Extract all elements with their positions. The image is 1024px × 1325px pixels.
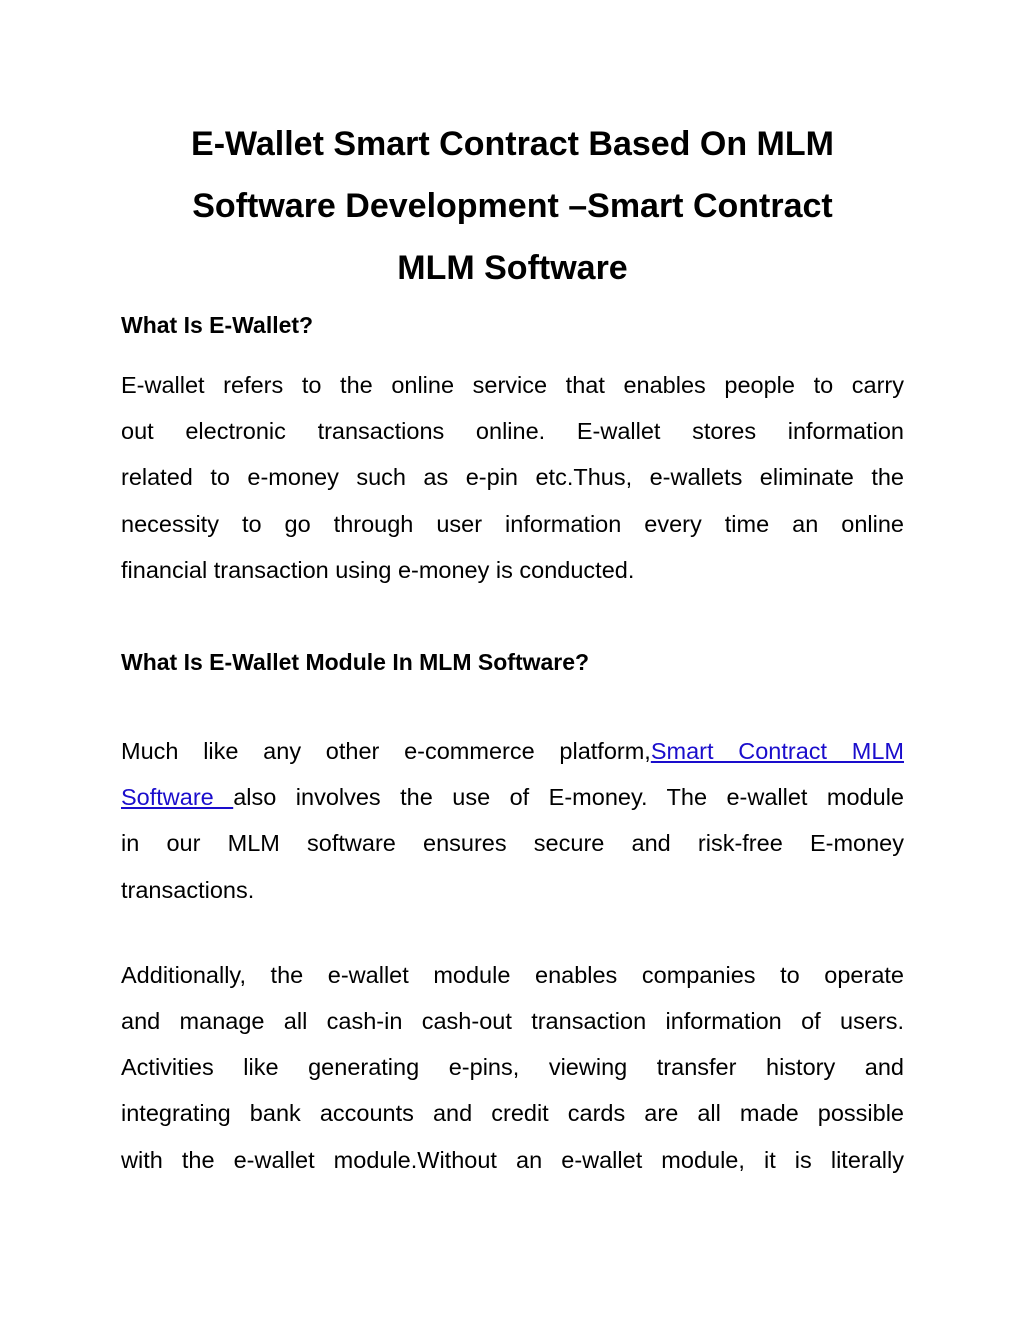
title-line-3: MLM Software [397, 249, 628, 287]
paragraph-line: Activities like generating e-pins, viewing transfer history and [121, 1054, 904, 1081]
paragraph-line: transactions. [121, 876, 255, 903]
paragraph-line [121, 774, 904, 820]
smart-contract-mlm-software-link-continued[interactable]: Software [121, 784, 234, 811]
paragraph-line: integrating bank accounts and credit cards are all made possible [121, 1100, 904, 1127]
paragraph-line: in our MLM software ensures secure and risk-free E-money [121, 830, 904, 857]
smart-contract-mlm-software-link[interactable]: Smart Contract MLM [650, 738, 904, 765]
paragraph-e-wallet-definition [121, 362, 904, 593]
paragraph-line: Additionally, the e-wallet module enables companies to operate [121, 961, 904, 988]
paragraph-line: and manage all cash-in cash-out transaction information of users. [121, 1008, 904, 1035]
paragraph-line: E-wallet refers to the online service that enables people to carry [121, 372, 904, 398]
paragraph-e-wallet-module-benefits [121, 952, 904, 1183]
section-heading-what-is-e-wallet: What Is E-Wallet? [121, 312, 314, 338]
document-page [121, 0, 904, 1183]
paragraph-line: financial transaction using e-money is conducted. [121, 556, 635, 583]
paragraph-line [121, 728, 904, 774]
document-title [121, 0, 904, 299]
paragraph-line: out electronic transactions online. E-wallet stores information [121, 418, 904, 445]
paragraph-line: necessity to go through user information every time an online [121, 510, 904, 537]
title-line-2: Software Development –Smart Contract [192, 187, 833, 225]
paragraph-e-wallet-module-intro [121, 728, 904, 913]
paragraph-text: Much like any other e-commerce platform, [121, 738, 651, 765]
paragraph-line: with the e-wallet module.Without an e-wallet module, it is literally [121, 1146, 904, 1173]
paragraph-text: also involves the use of E-money. The e-wallet module [233, 784, 904, 811]
paragraph-line: related to e-money such as e-pin etc.Thus, e-wallets eliminate the [121, 464, 904, 491]
section-heading-e-wallet-module: What Is E-Wallet Module In MLM Software? [121, 649, 590, 676]
title-line-1: E-Wallet Smart Contract Based On MLM [191, 125, 834, 163]
